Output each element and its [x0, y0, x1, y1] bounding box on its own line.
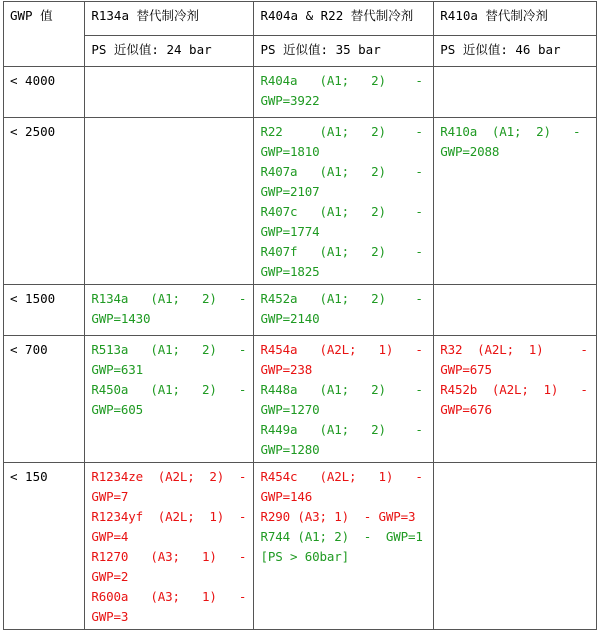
- header-r404a-cell: [254, 2, 434, 36]
- r410a-alternatives-cell: [434, 67, 597, 118]
- refrigerant-entry-line: R404a (A1; 2) -: [260, 73, 423, 88]
- refrigerant-gwp-value: GWP=631: [91, 362, 143, 377]
- refrigerant-entry-line: R32 (A2L; 1) -: [440, 342, 588, 357]
- r134a-column-title: R134a 替代制冷剂: [91, 8, 199, 23]
- r134a-alternatives-cell: [85, 118, 254, 285]
- r134a-alternatives-cell: [85, 463, 254, 630]
- refrigerant-entry-line: R449a (A1; 2) -: [260, 422, 423, 437]
- refrigerant-gwp-value: GWP=2140: [260, 311, 320, 326]
- r134a-alternatives-cell: [85, 67, 254, 118]
- refrigerant-gwp-value: GWP=2: [91, 569, 129, 584]
- refrigerant-entry-line: R1234ze (A2L; 2) -: [91, 469, 247, 484]
- gwp-threshold-label: < 150: [10, 469, 48, 484]
- ps-r134a-cell: [85, 36, 254, 67]
- refrigerant-entry-line: R290 (A3; 1) - GWP=3: [260, 509, 416, 524]
- r410a-alternatives-cell: [434, 463, 597, 630]
- gwp-threshold-cell: [4, 67, 85, 118]
- refrigerant-gwp-value: [PS > 60bar]: [260, 549, 349, 564]
- refrigerant-entry-line: R744 (A1; 2) - GWP=1: [260, 529, 423, 544]
- gwp-threshold-cell: [4, 118, 85, 285]
- r410a-alternatives-cell: [434, 118, 597, 285]
- refrigerant-gwp-value: GWP=1270: [260, 402, 320, 417]
- gwp-column-title: GWP 值: [10, 8, 53, 23]
- refrigerant-gwp-value: GWP=7: [91, 489, 129, 504]
- refrigerant-entry-line: R407f (A1; 2) -: [260, 244, 423, 259]
- ps-r410a-value: PS 近似值: 46 bar: [440, 42, 561, 57]
- table-row: [4, 463, 597, 630]
- refrigerant-gwp-value: GWP=3: [91, 609, 129, 624]
- refrigerant-gwp-value: GWP=1774: [260, 224, 320, 239]
- refrigerant-entry-line: R450a (A1; 2) -: [91, 382, 247, 397]
- ps-r134a-value: PS 近似值: 24 bar: [91, 42, 212, 57]
- table-row: [4, 285, 597, 336]
- r404a-alternatives-cell: [254, 285, 434, 336]
- gwp-refrigerant-table: [3, 1, 597, 630]
- refrigerant-entry-line: R134a (A1; 2) -: [91, 291, 247, 306]
- gwp-threshold-label: < 700: [10, 342, 48, 357]
- r410a-alternatives-cell: [434, 285, 597, 336]
- refrigerant-entry-line: R600a (A3; 1) -: [91, 589, 247, 604]
- ps-r410a-cell: [434, 36, 597, 67]
- refrigerant-entry-line: R452a (A1; 2) -: [260, 291, 423, 306]
- refrigerant-entry-line: R1270 (A3; 1) -: [91, 549, 247, 564]
- refrigerant-entry-line: R410a (A1; 2) -: [440, 124, 581, 139]
- refrigerant-gwp-value: GWP=605: [91, 402, 143, 417]
- refrigerant-gwp-value: GWP=1825: [260, 264, 320, 279]
- refrigerant-entry-line: R452b (A2L; 1) -: [440, 382, 588, 397]
- table-row: [4, 67, 597, 118]
- gwp-threshold-cell: [4, 285, 85, 336]
- refrigerant-entry-line: R448a (A1; 2) -: [260, 382, 423, 397]
- refrigerant-gwp-value: GWP=2088: [440, 144, 500, 159]
- r404a-alternatives-cell: [254, 336, 434, 463]
- table-row: [4, 118, 597, 285]
- refrigerant-gwp-value: GWP=146: [260, 489, 313, 504]
- r404a-column-title: R404a & R22 替代制冷剂: [260, 8, 414, 23]
- header-r134a-cell: [85, 2, 254, 36]
- table-header-row: [4, 2, 597, 36]
- refrigerant-gwp-value: GWP=1280: [260, 442, 320, 457]
- refrigerant-gwp-value: GWP=1810: [260, 144, 320, 159]
- ps-r404a-value: PS 近似值: 35 bar: [260, 42, 381, 57]
- ps-r404a-cell: [254, 36, 434, 67]
- refrigerant-entry-line: R407c (A1; 2) -: [260, 204, 423, 219]
- refrigerant-gwp-value: GWP=1430: [91, 311, 151, 326]
- gwp-threshold-label: < 4000: [10, 73, 56, 88]
- refrigerant-gwp-value: GWP=676: [440, 402, 492, 417]
- refrigerant-gwp-value: GWP=3922: [260, 93, 320, 108]
- refrigerant-entry-line: R454c (A2L; 1) -: [260, 469, 423, 484]
- gwp-threshold-cell: [4, 463, 85, 630]
- ps-row: [4, 36, 597, 67]
- r134a-alternatives-cell: [85, 285, 254, 336]
- r404a-alternatives-cell: [254, 67, 434, 118]
- refrigerant-gwp-value: GWP=2107: [260, 184, 320, 199]
- r404a-alternatives-cell: [254, 118, 434, 285]
- gwp-threshold-cell: [4, 336, 85, 463]
- r410a-column-title: R410a 替代制冷剂: [440, 8, 548, 23]
- refrigerant-entry-line: R407a (A1; 2) -: [260, 164, 423, 179]
- header-gwp-cell: [4, 2, 85, 67]
- refrigerant-gwp-value: GWP=4: [91, 529, 129, 544]
- gwp-threshold-label: < 2500: [10, 124, 56, 139]
- table-row: [4, 336, 597, 463]
- refrigerant-gwp-value: GWP=238: [260, 362, 313, 377]
- header-r410a-cell: [434, 2, 597, 36]
- refrigerant-entry-line: R22 (A1; 2) -: [260, 124, 423, 139]
- refrigerant-entry-line: R454a (A2L; 1) -: [260, 342, 423, 357]
- refrigerant-gwp-value: GWP=675: [440, 362, 492, 377]
- r410a-alternatives-cell: [434, 336, 597, 463]
- refrigerant-entry-line: R513a (A1; 2) -: [91, 342, 247, 357]
- r134a-alternatives-cell: [85, 336, 254, 463]
- gwp-threshold-label: < 1500: [10, 291, 56, 306]
- r404a-alternatives-cell: [254, 463, 434, 630]
- refrigerant-entry-line: R1234yf (A2L; 1) -: [91, 509, 247, 524]
